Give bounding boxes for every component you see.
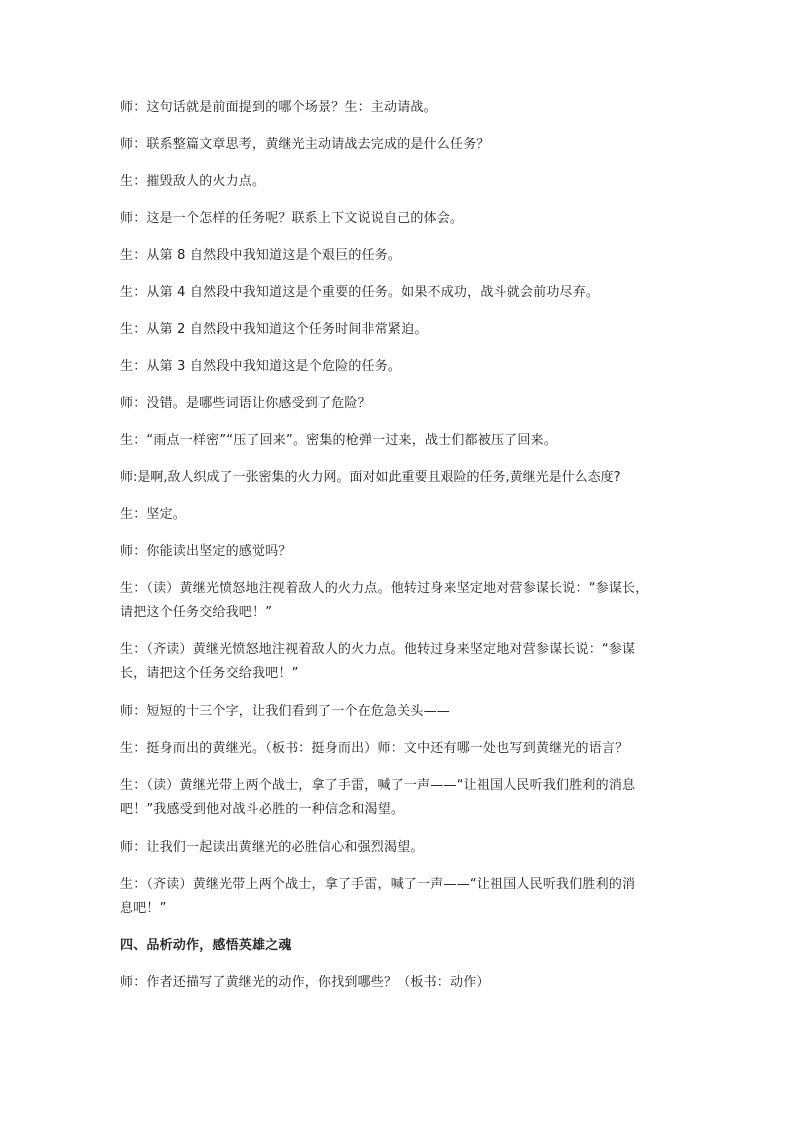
paragraph-11: 师:是啊,敌人织成了一张密集的火力网。面对如此重要且艰险的任务,黄继光是什么态度? xyxy=(120,470,621,485)
paragraph-18 xyxy=(120,774,676,822)
paragraph-14 xyxy=(120,577,676,625)
paragraph-6: 生：从第 4 自然段中我知道这是个重要的任务。如果不成功，战斗就会前功尽弃。 xyxy=(120,285,600,300)
paragraph-5: 生：从第 8 自然段中我知道这是个艰巨的任务。 xyxy=(120,248,402,263)
paragraph-20-line-2: 息吧！” xyxy=(120,901,167,916)
paragraph-10: 生：“雨点一样密”“压了回来”。密集的枪弹一过来，战士们都被压了回来。 xyxy=(120,433,557,448)
paragraph-15 xyxy=(120,638,676,686)
paragraph-18-line-2: 吧！”我感受到他对战斗必胜的一种信念和渴望。 xyxy=(120,802,405,817)
paragraph-18-line-1: 生：（读）黄继光带上两个战士，拿了手雷，喊了一声——“让祖国人民听我们胜利的消息 xyxy=(120,778,636,793)
paragraph-4: 师：这是一个怎样的任务呢？联系上下文说说自己的体会。 xyxy=(120,211,464,226)
paragraph-12: 生：坚定。 xyxy=(120,507,187,522)
paragraph-9: 师：没错。是哪些词语让你感受到了危险？ xyxy=(120,396,371,411)
paragraph-7: 生：从第 2 自然段中我知道这个任务时间非常紧迫。 xyxy=(120,322,428,337)
paragraph-14-line-1: 生：（读）黄继光愤怒地注视着敌人的火力点。他转过身来坚定地对营参谋长说：“参谋长， xyxy=(120,581,649,596)
paragraph-21: 师：作者还描写了黄继光的动作，你找到哪些？（板书：动作） xyxy=(120,975,490,990)
paragraph-13: 师：你能读出坚定的感觉吗？ xyxy=(120,544,292,559)
paragraph-20-line-1: 生：（齐读）黄继光带上两个战士，拿了手雷，喊了一声——“让祖国人民听我们胜利的消 xyxy=(120,877,636,892)
paragraph-19: 师：让我们一起读出黄继光的必胜信心和强烈渴望。 xyxy=(120,840,424,855)
paragraph-1: 师：这句话就是前面提到的哪个场景？生：主动请战。 xyxy=(120,100,437,115)
section-heading: 四、品析动作，感悟英雄之魂 xyxy=(120,938,292,953)
paragraph-2: 师：联系整篇文章思考，黄继光主动请战去完成的是什么任务？ xyxy=(120,137,490,152)
paragraph-20 xyxy=(120,873,676,921)
paragraph-8: 生：从第 3 自然段中我知道这是个危险的任务。 xyxy=(120,359,402,374)
paragraph-16: 师：短短的十三个字，让我们看到了一个在危急关头—— xyxy=(120,704,451,719)
paragraph-3: 生：摧毁敌人的火力点。 xyxy=(120,174,266,189)
paragraph-15-line-2: 长，请把这个任务交给我吧！” xyxy=(120,666,299,681)
paragraph-15-line-1: 生：（齐读）黄继光愤怒地注视着敌人的火力点。他转过身来坚定地对营参谋长说：“参谋 xyxy=(120,642,636,657)
paragraph-14-line-2: 请把这个任务交给我吧！” xyxy=(120,605,273,620)
paragraph-17: 生：挺身而出的黄继光。（板书：挺身而出）师：文中还有哪一处也写到黄继光的语言？ xyxy=(120,741,629,756)
